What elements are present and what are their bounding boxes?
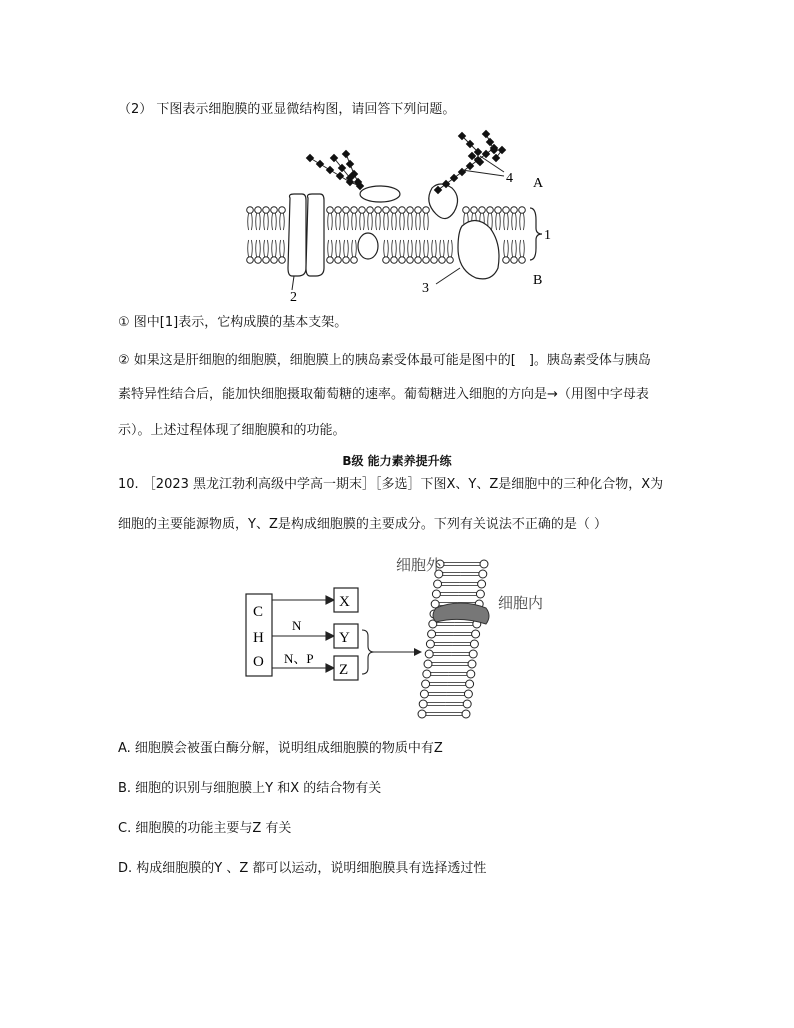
q10-option-a: A. 细胞膜会被蛋白酶分解，说明组成细胞膜的物质中有Z: [118, 741, 443, 756]
element-O: O: [253, 654, 264, 670]
box-y: Y: [339, 630, 350, 646]
q2-sub2-line3: 示）。上述过程体现了细胞膜和的功能。: [118, 423, 346, 438]
q10-option-b: B. 细胞的识别与细胞膜上Y 和X 的结合物有关: [118, 781, 382, 796]
element-H: H: [253, 630, 264, 646]
q2-intro: （2） 下图表示细胞膜的亚显微结构图，请回答下列问题。: [118, 102, 456, 117]
box-x: X: [339, 594, 350, 610]
arrow-n-label: N: [292, 618, 302, 633]
section-b-title: B级 能力素养提升练: [342, 454, 452, 468]
compound-figure: [240, 550, 570, 728]
q10-line2: 细胞的主要能源物质，Y、Z是构成细胞膜的主要成分。下列有关说法不正确的是（ ）: [118, 517, 607, 532]
label-2: 2: [290, 290, 297, 305]
q10-option-d: D. 构成细胞膜的Y 、Z 都可以运动，说明细胞膜具有选择透过性: [118, 861, 487, 876]
label-3: 3: [422, 281, 429, 296]
label-A: A: [533, 176, 544, 191]
arrow-np-label: N、P: [284, 651, 314, 666]
label-1: 1: [544, 228, 551, 243]
label-outside: 细胞外: [396, 558, 442, 574]
box-z: Z: [339, 662, 349, 678]
q2-sub1: ① 图中[1]表示，它构成膜的基本支架。: [118, 315, 348, 330]
glycoprotein: [360, 186, 400, 202]
membrane-protein: [433, 603, 489, 624]
membrane-figure: [240, 128, 560, 306]
label-4: 4: [506, 171, 513, 186]
sugar-chains: [306, 130, 506, 194]
label-inside: 细胞内: [498, 596, 544, 612]
q2-sub2-line2: 素特异性结合后，能加快细胞摄取葡萄糖的速率。葡萄糖进入细胞的方向是→（用图中字母表: [118, 387, 649, 402]
q10-line1: 10. ［2023 黑龙江勃利高级中学高一期末］［多选］下图X、Y、Z是细胞中的三种化合物，X为: [118, 477, 664, 492]
carrier-protein: [458, 220, 499, 278]
q10-option-c: C. 细胞膜的功能主要与Z 有关: [118, 821, 292, 836]
q2-sub2-line1: ② 如果这是肝细胞的细胞膜，细胞膜上的胰岛素受体最可能是图中的[ ]。胰岛素受体与胰岛: [118, 353, 651, 368]
element-C: C: [253, 604, 264, 620]
channel-protein: [288, 194, 324, 276]
cell-membrane-segment: [418, 560, 488, 718]
label-B: B: [533, 273, 543, 288]
embedded-protein: [358, 233, 378, 259]
receptor-protein: [429, 184, 458, 219]
